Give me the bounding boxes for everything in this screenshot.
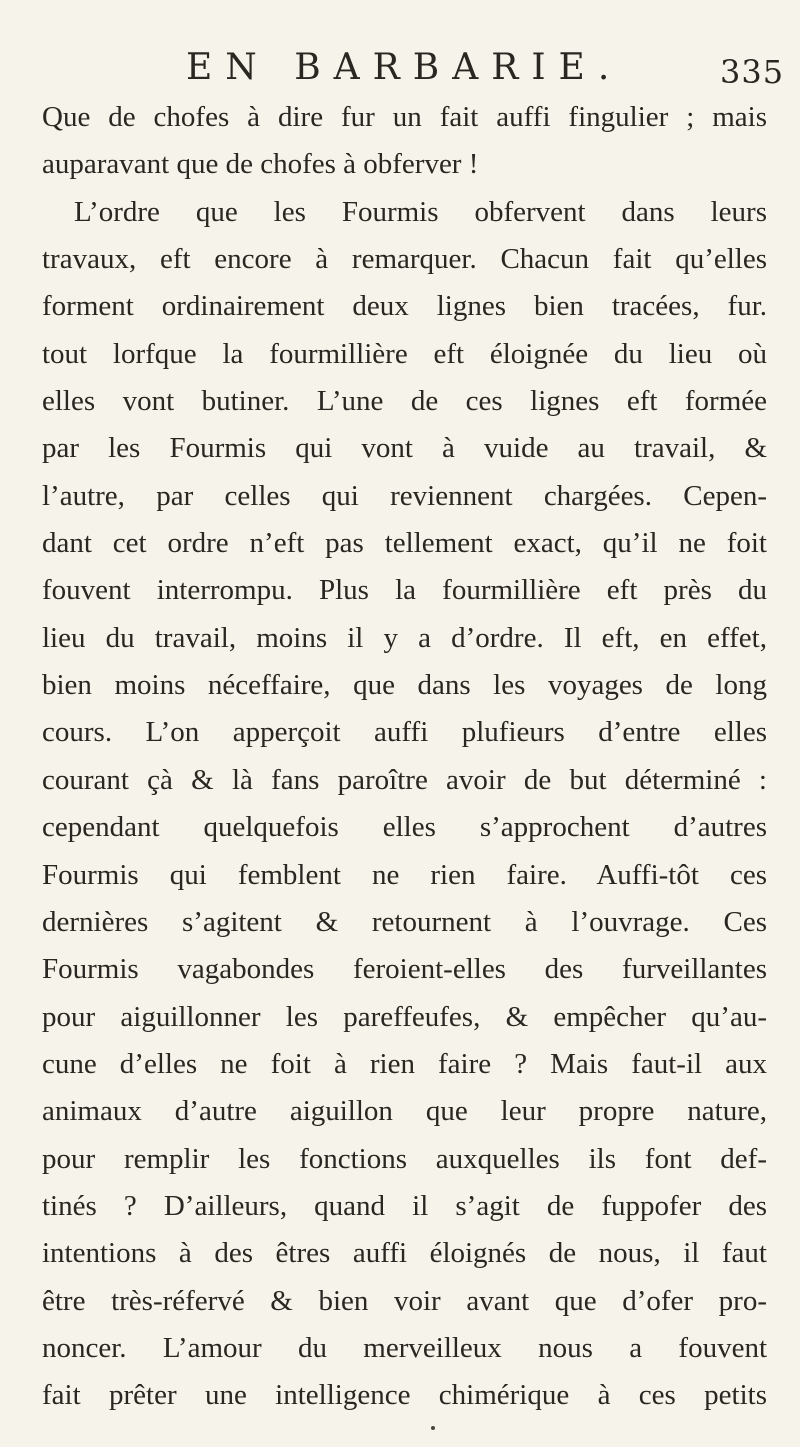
text-line: fait prêter une intelligence chimérique à ces petits <box>42 1379 767 1412</box>
running-head <box>0 44 800 92</box>
text-line: L’ordre que les Fourmis obfervent dans leurs <box>74 195 767 228</box>
text-line: bien moins néceffaire, que dans les voyages de long <box>42 669 767 702</box>
text-line: pour remplir les fonctions auxquelles ils font def- <box>42 1142 767 1175</box>
body-text <box>42 94 767 1420</box>
text-line: pour aiguillonner les pareffeufes, & empêcher qu’au- <box>42 1000 767 1033</box>
text-line: l’autre, par celles qui reviennent chargées. Cepen- <box>42 479 767 512</box>
text-line: forment ordinairement deux lignes bien tracées, fur. <box>42 290 767 323</box>
text-line: animaux d’autre aiguillon que leur propre nature, <box>42 1095 767 1128</box>
text-line: Que de chofes à dire fur un fait auffi fingulier ; mais <box>42 101 767 133</box>
text-line: lieu du travail, moins il y a d’ordre. Il eft, en effet, <box>42 621 767 654</box>
text-line: Fourmis vagabondes feroient-elles des furveillantes <box>42 953 767 986</box>
text-line: dernières s’agitent & retournent à l’ouvrage. Ces <box>42 905 767 938</box>
text-line: elles vont butiner. L’une de ces lignes eft formée <box>42 385 767 418</box>
text-line: noncer. L’amour du merveilleux nous a fouvent <box>42 1331 767 1364</box>
text-line: intentions à des êtres auffi éloignés de nous, il faut <box>42 1237 767 1270</box>
text-line: cune d’elles ne foit à rien faire ? Mais faut-il aux <box>42 1047 767 1080</box>
text-line: cours. L’on apperçoit auffi plufieurs d’entre elles <box>42 716 767 749</box>
text-line: auparavant que de chofes à obferver ! <box>42 148 479 181</box>
text-line: cependant quelquefois elles s’approchent d’autres <box>42 811 767 844</box>
text-line: tinés ? D’ailleurs, quand il s’agit de fuppofer des <box>42 1189 767 1222</box>
page-number: 335 <box>720 53 785 91</box>
running-title: EN BARBARIE. <box>186 47 623 88</box>
text-line: être très-réfervé & bien voir avant que d’ofer pro- <box>42 1284 767 1317</box>
text-line: Fourmis qui femblent ne rien faire. Auffi-tôt ces <box>42 858 767 891</box>
text-line: par les Fourmis qui vont à vuide au travail, & <box>42 432 767 465</box>
ink-speck <box>431 1426 435 1430</box>
text-line: courant çà & là fans paroître avoir de but déterminé : <box>42 763 767 796</box>
text-line: fouvent interrompu. Plus la fourmillière eft près du <box>42 574 767 607</box>
text-line: tout lorfque la fourmillière eft éloignée du lieu où <box>42 337 767 370</box>
text-line: travaux, eft encore à remarquer. Chacun fait qu’elles <box>42 243 767 276</box>
text-line: dant cet ordre n’eft pas tellement exact, qu’il ne foit <box>42 527 767 560</box>
